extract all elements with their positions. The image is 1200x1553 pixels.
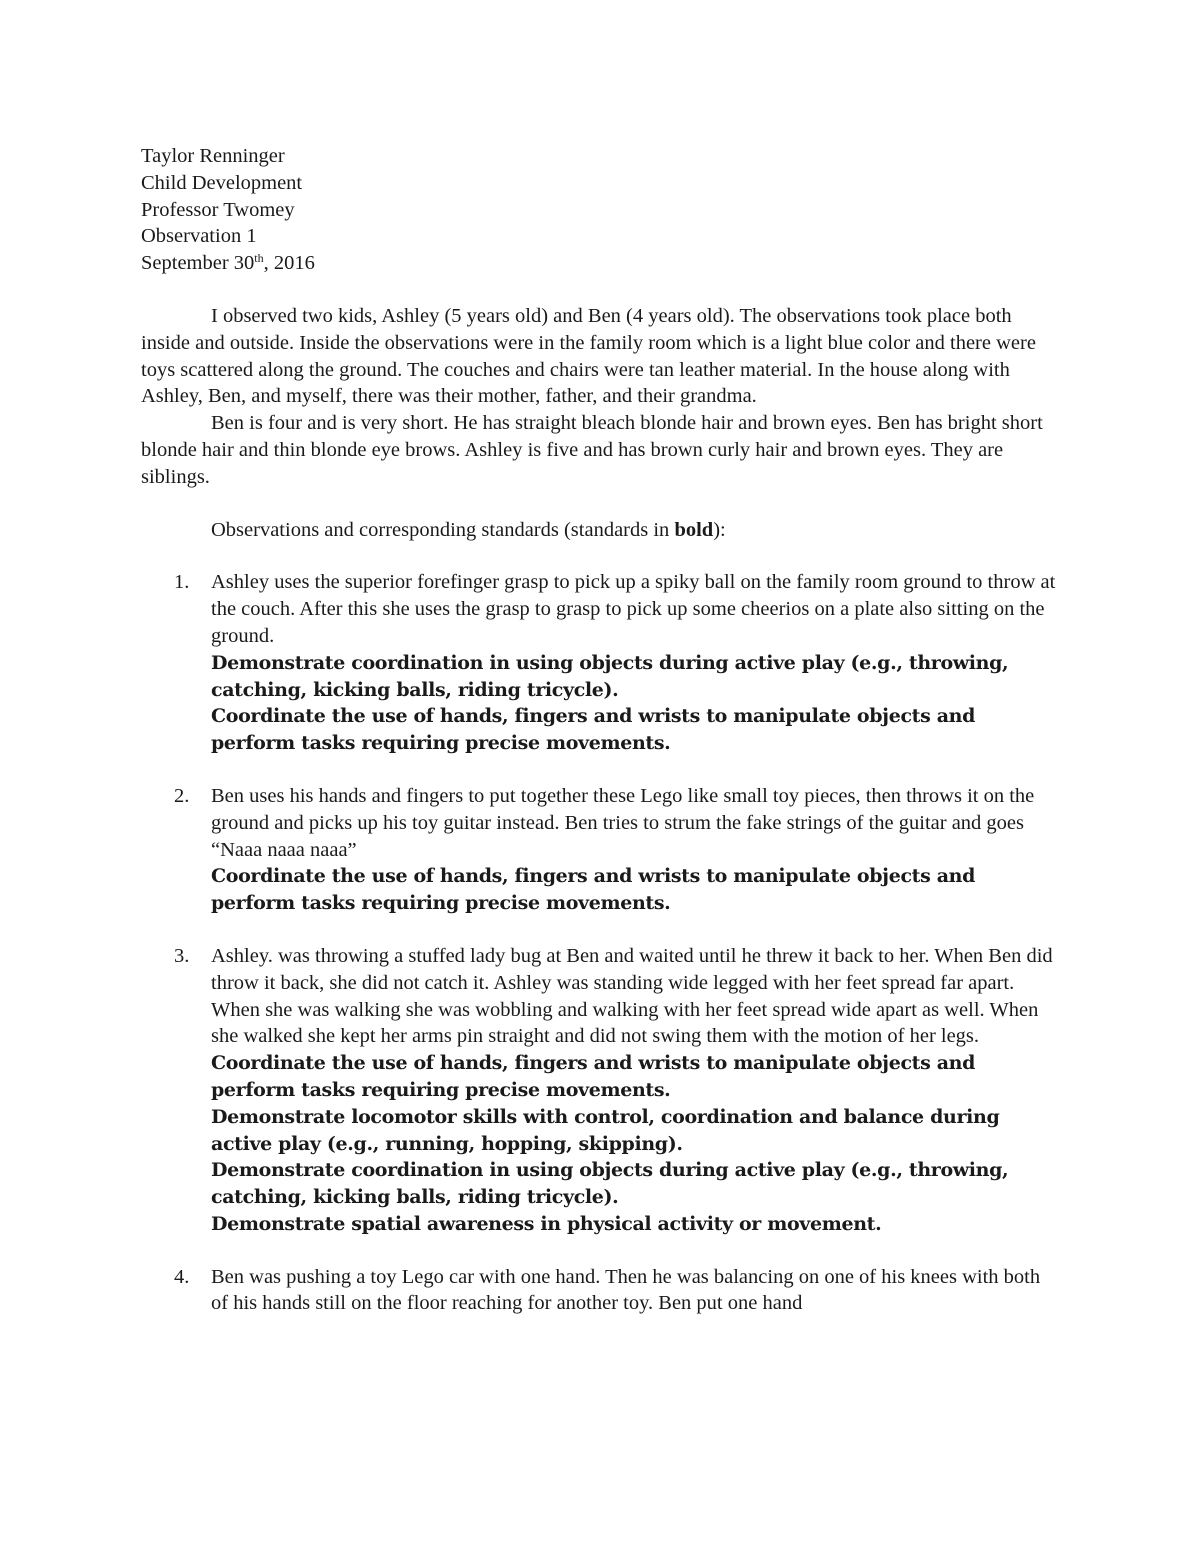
spacer xyxy=(141,543,1056,569)
observation-number: 1. xyxy=(174,571,190,594)
course-name: Child Development xyxy=(141,171,303,194)
observations-heading-text: Observations and corresponding standards (standards in xyxy=(211,518,675,541)
professor-name: Professor Twomey xyxy=(141,198,295,221)
observation-text: Ben was pushing a toy Lego car with one hand. Then he was balancing on one of his knees with both of his hands still on the floor reaching for another toy. Ben put one hand xyxy=(211,1265,1041,1315)
standard-text: Demonstrate coordination in using objects during active play (e.g., throwing, catching, kicking balls, riding tricycle). xyxy=(211,1159,1009,1209)
spacer xyxy=(141,491,1056,517)
observation-item xyxy=(141,1264,1056,1318)
observation-item xyxy=(141,943,1056,1238)
observation-text: Ben uses his hands and fingers to put together these Lego like small toy pieces, then throws it on the ground and picks up his toy guitar instead. Ben tries to strum the fake strings of the guitar and goes “Naaa naaa naaa” xyxy=(211,784,1035,861)
document-body xyxy=(141,143,1056,1317)
observation-number: 2. xyxy=(174,784,190,807)
standard-text: Demonstrate locomotor skills with control, coordination and balance during active play (e.g., running, hopping, skipping). xyxy=(211,1105,1000,1155)
header-block xyxy=(141,143,1056,277)
standard-text: Coordinate the use of hands, fingers and wrists to manipulate objects and perform tasks requiring precise movements. xyxy=(211,865,976,915)
date-suffix: , 2016 xyxy=(263,252,315,275)
observation-item xyxy=(141,569,1056,757)
document-date xyxy=(141,250,1056,277)
standard-text: Demonstrate coordination in using objects during active play (e.g., throwing, catching, kicking balls, riding tricycle). xyxy=(211,651,1009,701)
standard-text: Demonstrate spatial awareness in physical activity or movement. xyxy=(211,1212,882,1235)
spacer xyxy=(141,277,1056,303)
observation-text: Ashley. was throwing a stuffed lady bug at Ben and waited until he threw it back to her. When Ben did throw it back, she did not catch it. Ashley was standing wide legged with her feet spread far apart. When she was walking she was wobbling and walking with her feet spread wide apart as well. When she walked she kept her arms pin straight and did not swing them with the motion of her legs. xyxy=(211,944,1053,1048)
date-prefix: September 30 xyxy=(141,252,255,275)
observations-heading xyxy=(141,517,1056,544)
observation-number: 3. xyxy=(174,944,190,967)
author-name: Taylor Renninger xyxy=(141,145,285,167)
observations-heading-bold: bold xyxy=(674,518,714,541)
description-paragraph: Ben is four and is very short. He has straight bleach blonde hair and brown eyes. Ben has bright short blonde hair and thin blonde eye brows. Ashley is five and has brown curly hair and brown eyes. They are siblings. xyxy=(141,412,1043,488)
observations-heading-end: ): xyxy=(713,518,726,541)
standard-text: Coordinate the use of hands, fingers and wrists to manipulate objects and perform tasks requiring precise movements. xyxy=(211,1052,976,1101)
observation-number: 4. xyxy=(174,1265,190,1288)
intro-paragraph: I observed two kids, Ashley (5 years old) and Ben (4 years old). The observations took place both inside and outside. Inside the observations were in the family room which is a light blue color and there were toys scattered along the ground. The couches and chairs were tan leather material. In the house along with Ashley, Ben, and myself, there was their mother, father, and their grandma. xyxy=(141,304,1036,408)
observation-list xyxy=(141,569,1056,1317)
observation-text: Ashley uses the superior forefinger grasp to pick up a spiky ball on the family room ground to throw at the couch. After this she uses the grasp to grasp to pick up some cheerios on a plate also sitting on the ground. xyxy=(211,571,1056,647)
date-superscript: th xyxy=(254,251,264,266)
observation-item xyxy=(141,783,1056,917)
document-title: Observation 1 xyxy=(141,225,257,248)
standard-text: Coordinate the use of hands, fingers and wrists to manipulate objects and perform tasks requiring precise movements. xyxy=(211,705,976,755)
